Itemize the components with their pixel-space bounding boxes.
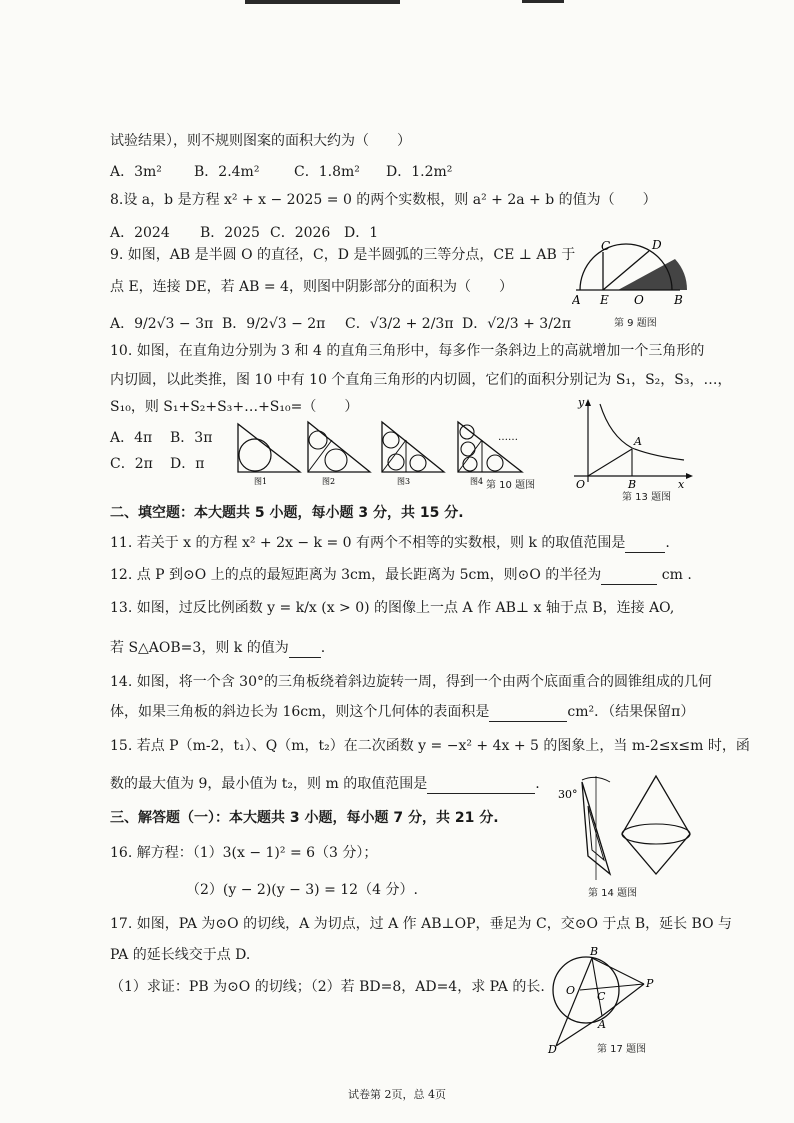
label-d: D — [652, 240, 662, 252]
q7-tail: 试验结果），则不规则图案的面积大约为（ ） — [110, 133, 411, 149]
figure-17-caption: 第 17 题图 — [597, 1044, 647, 1055]
q17-stem-1: 17. 如图，PA 为⊙O 的切线，A 为切点，过 A 作 AB⊥OP，垂足为 C，交⊙O 于点 B，延长 BO 与 — [110, 916, 733, 932]
q10-option-c: C．2π — [110, 456, 153, 472]
section-3-heading: 三、解答题（一）：本大题共 3 小题，每小题 7 分，共 21 分. — [110, 810, 499, 826]
q15-text: 数的最大值为 9，最小值为 t₂，则 m 的取值范围是 — [110, 776, 428, 792]
q9-option-c: C．√3/2 + 2/3π — [345, 316, 454, 332]
axis-y: y — [578, 398, 585, 409]
figure-9-caption: 第 9 题图 — [614, 318, 657, 329]
figure-17-circle — [540, 942, 670, 1054]
figure-13-caption: 第 13 题图 — [622, 492, 672, 503]
label-c: C — [597, 990, 606, 1003]
label-o: O — [566, 984, 576, 997]
tri-label-1: 图1 — [254, 477, 268, 486]
q15-stem-1: 15. 若点 P（m-2，t₁）、Q（m，t₂）在二次函数 y = −x² + 4x + 5 的图象上，当 m-2≤x≤m 时，函 — [110, 738, 750, 754]
label-d: D — [548, 1043, 557, 1054]
label-o: O — [634, 293, 644, 307]
figure-13-graph — [566, 398, 696, 490]
q12: 12. 点 P 到⊙O 上的点的最短距离为 3cm，最长距离为 5cm，则⊙O 的半径为 cm . — [110, 567, 692, 583]
q10-stem-3: S₁₀，则 S₁+S₂+S₃+…+S₁₀=（ ） — [110, 399, 359, 415]
label-b: B — [590, 945, 599, 958]
q8-option-a: A．2024 — [110, 225, 170, 241]
page-footer: 试卷第 2页，总 4页 — [348, 1088, 446, 1101]
label-e: E — [600, 293, 609, 307]
tri-label-3: 图3 — [397, 477, 411, 486]
q16-part-1: 16. 解方程：（1）3(x − 1)² = 6（3 分）； — [110, 845, 378, 861]
triangle-dots: …… — [498, 432, 518, 443]
q8-option-c: C．2026 — [270, 225, 331, 241]
q17-stem-2: PA 的延长线交于点 D. — [110, 947, 251, 963]
q10-stem-1: 10. 如图，在直角边分别为 3 和 4 的直角三角形中，每多作一条斜边上的高就增加一个三角形的 — [110, 343, 705, 359]
scan-mark — [245, 0, 400, 4]
q10-option-d: D．π — [170, 456, 205, 472]
q17-questions: （1）求证：PB 为⊙O 的切线；（2）若 BD=8，AD=4，求 PA 的长. — [110, 979, 545, 995]
q10-stem-2: 内切圆，以此类推，图 10 中有 10 个直角三角形的内切圆，它们的面积分别记为 S₁，S₂，S₃，…， — [110, 372, 732, 388]
q9-option-d: D．√2/3 + 3/2π — [462, 316, 572, 332]
q11-answer-blank[interactable] — [625, 538, 665, 553]
q15-answer-blank[interactable] — [427, 779, 535, 794]
q12-answer-blank[interactable] — [601, 570, 657, 585]
q12-text: 12. 点 P 到⊙O 上的点的最短距离为 3cm，最长距离为 5cm，则⊙O 的半径为 — [110, 567, 602, 583]
q9-option-b: B．9/2√3 − 2π — [222, 316, 326, 332]
label-a: A — [634, 435, 642, 448]
q8-option-b: B．2025 — [200, 225, 260, 241]
label-a: A — [598, 1018, 606, 1031]
q15: 数的最大值为 9，最小值为 t₂，则 m 的取值范围是 . — [110, 776, 540, 792]
q14-answer-blank[interactable] — [489, 707, 567, 722]
q14-stem-1: 14. 如图，将一个含 30°的三角板绕着斜边旋转一周，得到一个由两个底面重合的圆锥组成的几何 — [110, 674, 712, 690]
q14: 体，如果三角板的斜边长为 16cm，则这个几何体的表面积是 cm²．（结果保留π） — [110, 704, 695, 720]
q7-option-a: A．3m² — [110, 164, 162, 180]
label-c: C — [601, 240, 611, 253]
triangle-1 — [238, 424, 300, 472]
tri-label-4: 图4 — [470, 477, 484, 486]
q7-option-d: D．1.2m² — [386, 164, 453, 180]
q7-option-c: C．1.8m² — [294, 164, 360, 180]
q10-option-a: A．4π — [110, 430, 153, 446]
q13-answer-blank[interactable] — [289, 643, 321, 658]
triangle-2 — [308, 422, 370, 472]
q16-part-2: （2）(y − 2)(y − 3) = 12（4 分）. — [186, 882, 418, 898]
q13-stem-1: 13. 如图，过反比例函数 y = k/x (x > 0) 的图像上一点 A 作 AB⊥ x 轴于点 B，连接 AO, — [110, 600, 675, 616]
scan-mark — [522, 0, 564, 3]
angle-30-label: 30° — [558, 788, 578, 801]
q11: 11. 若关于 x 的方程 x² + 2x − k = 0 有两个不相等的实数根，则 k 的取值范围是 . — [110, 535, 670, 551]
label-b: B — [628, 478, 637, 490]
q13-text: 若 S△AOB=3，则 k 的值为 — [110, 640, 289, 656]
q8-option-d: D．1 — [344, 225, 379, 241]
figure-14-caption: 第 14 题图 — [588, 888, 638, 899]
q10-option-b: B．3π — [170, 430, 213, 446]
q11-text: 11. 若关于 x 的方程 x² + 2x − k = 0 有两个不相等的实数根，则 k 的取值范围是 — [110, 535, 626, 551]
q13: 若 S△AOB=3，则 k 的值为 . — [110, 640, 326, 656]
triangle-3 — [382, 422, 444, 472]
label-b: B — [674, 293, 683, 307]
label-p: P — [646, 977, 654, 990]
triangle-4 — [458, 422, 522, 472]
q9-option-a: A．9/2√3 − 3π — [110, 316, 214, 332]
q8-stem: 8.设 a，b 是方程 x² + x − 2025 = 0 的两个实数根，则 a² + 2a + b 的值为（ ） — [110, 192, 657, 208]
q7-option-b: B．2.4m² — [194, 164, 260, 180]
label-o: O — [576, 478, 586, 490]
figure-10-caption: 第 10 题图 — [486, 480, 536, 491]
figure-14-cone — [552, 770, 700, 880]
q9-stem-1: 9. 如图，AB 是半圆 O 的直径，C，D 是半圆弧的三等分点，CE ⊥ AB 于 — [110, 247, 576, 263]
section-2-heading: 二、填空题：本大题共 5 小题，每小题 3 分，共 15 分. — [110, 505, 464, 521]
q14-text: 体，如果三角板的斜边长为 16cm，则这个几何体的表面积是 — [110, 704, 490, 720]
tri-label-2: 图2 — [322, 477, 336, 486]
axis-x: x — [678, 478, 685, 490]
label-a: A — [572, 293, 581, 307]
q9-stem-2: 点 E，连接 DE，若 AB = 4，则图中阴影部分的面积为（ ） — [110, 279, 513, 295]
